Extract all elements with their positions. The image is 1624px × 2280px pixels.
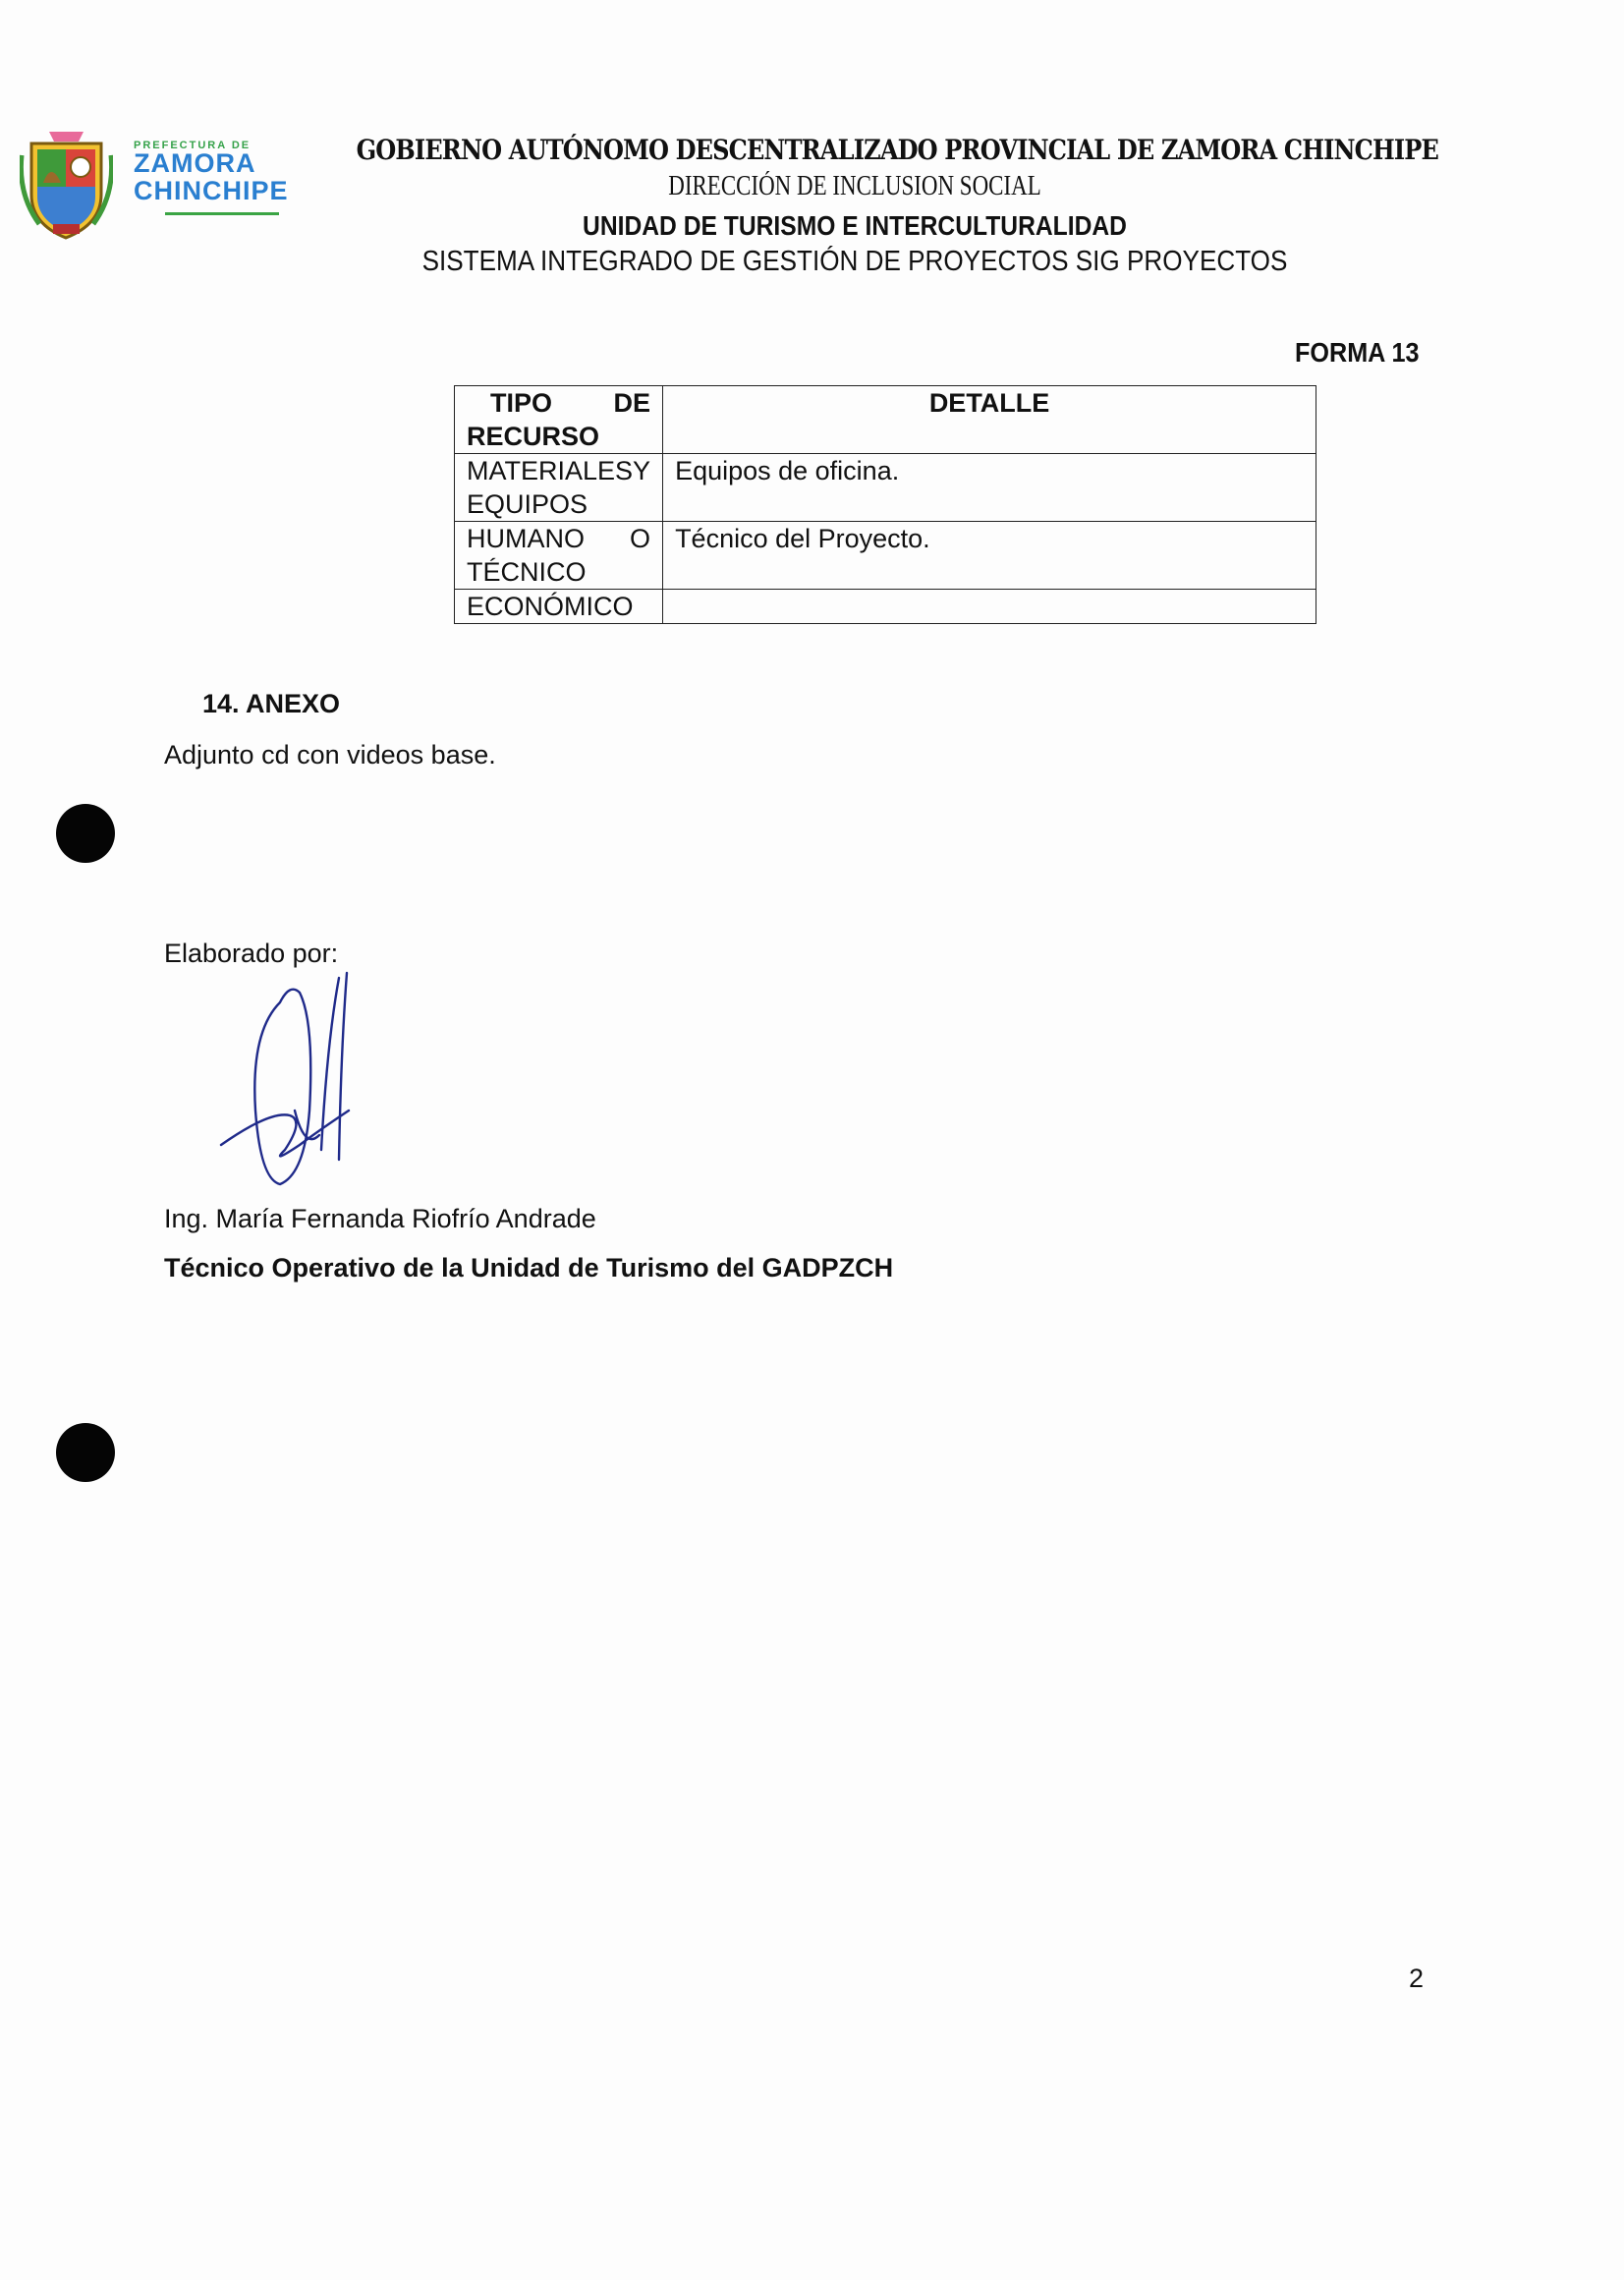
- logo-line1: ZAMORA: [134, 148, 256, 178]
- header-de: DE: [613, 388, 651, 418]
- type-conj: O: [630, 524, 651, 553]
- cell-type: [455, 590, 663, 624]
- type-word2: EQUIPOS: [467, 489, 588, 519]
- table-header-row: [455, 386, 1316, 454]
- type-conj: Y: [633, 456, 651, 485]
- handwritten-signature: [211, 963, 368, 1199]
- type-word: HUMANO: [467, 524, 585, 553]
- section-body: Adjunto cd con videos base.: [164, 740, 496, 770]
- form-label: FORMA 13: [1295, 337, 1420, 368]
- cell-type: [455, 522, 663, 590]
- table-row: [455, 522, 1316, 590]
- cell-type: [455, 454, 663, 522]
- prefecture-logo: [20, 126, 289, 244]
- punch-hole: [56, 804, 115, 863]
- header-line2: DIRECCIÓN DE INCLUSION SOCIAL: [668, 171, 1041, 201]
- type-word: ECONÓMICO: [467, 592, 634, 621]
- resource-table: [454, 385, 1316, 624]
- header-line3: UNIDAD DE TURISMO E INTERCULTURALIDAD: [583, 210, 1127, 241]
- signer-name: Ing. María Fernanda Riofrío Andrade: [164, 1204, 596, 1233]
- header-tipo-recurso: [455, 386, 663, 454]
- header-detalle: DETALLE: [663, 386, 1316, 454]
- page-number: 2: [1409, 1964, 1425, 1993]
- elaborated-by-label: Elaborado por:: [164, 939, 339, 968]
- header-recurso: RECURSO: [467, 422, 600, 451]
- type-word: MATERIALES: [467, 456, 634, 485]
- header-line1: GOBIERNO AUTÓNOMO DESCENTRALIZADO PROVINCIAL DE ZAMORA CHINCHIPE: [356, 134, 1438, 166]
- cell-detail: Equipos de oficina.: [663, 454, 1316, 522]
- cell-detail: [663, 590, 1316, 624]
- logo-line2: CHINCHIPE: [134, 176, 289, 205]
- header-tipo: TIPO: [490, 388, 553, 418]
- coat-of-arms-icon: [20, 126, 113, 242]
- signer-role: Técnico Operativo de la Unidad de Turismo del GADPZCH: [164, 1253, 894, 1282]
- section-heading: 14. ANEXO: [202, 689, 341, 718]
- logo-top-text: PREFECTURA DE: [134, 140, 252, 151]
- header-line4: SISTEMA INTEGRADO DE GESTIÓN DE PROYECTOS SIG PROYECTOS: [421, 246, 1288, 277]
- table-row: [455, 590, 1316, 624]
- logo-underline: [165, 212, 279, 215]
- punch-hole: [56, 1423, 115, 1482]
- table-row: [455, 454, 1316, 522]
- cell-detail: Técnico del Proyecto.: [663, 522, 1316, 590]
- type-word2: TÉCNICO: [467, 557, 587, 587]
